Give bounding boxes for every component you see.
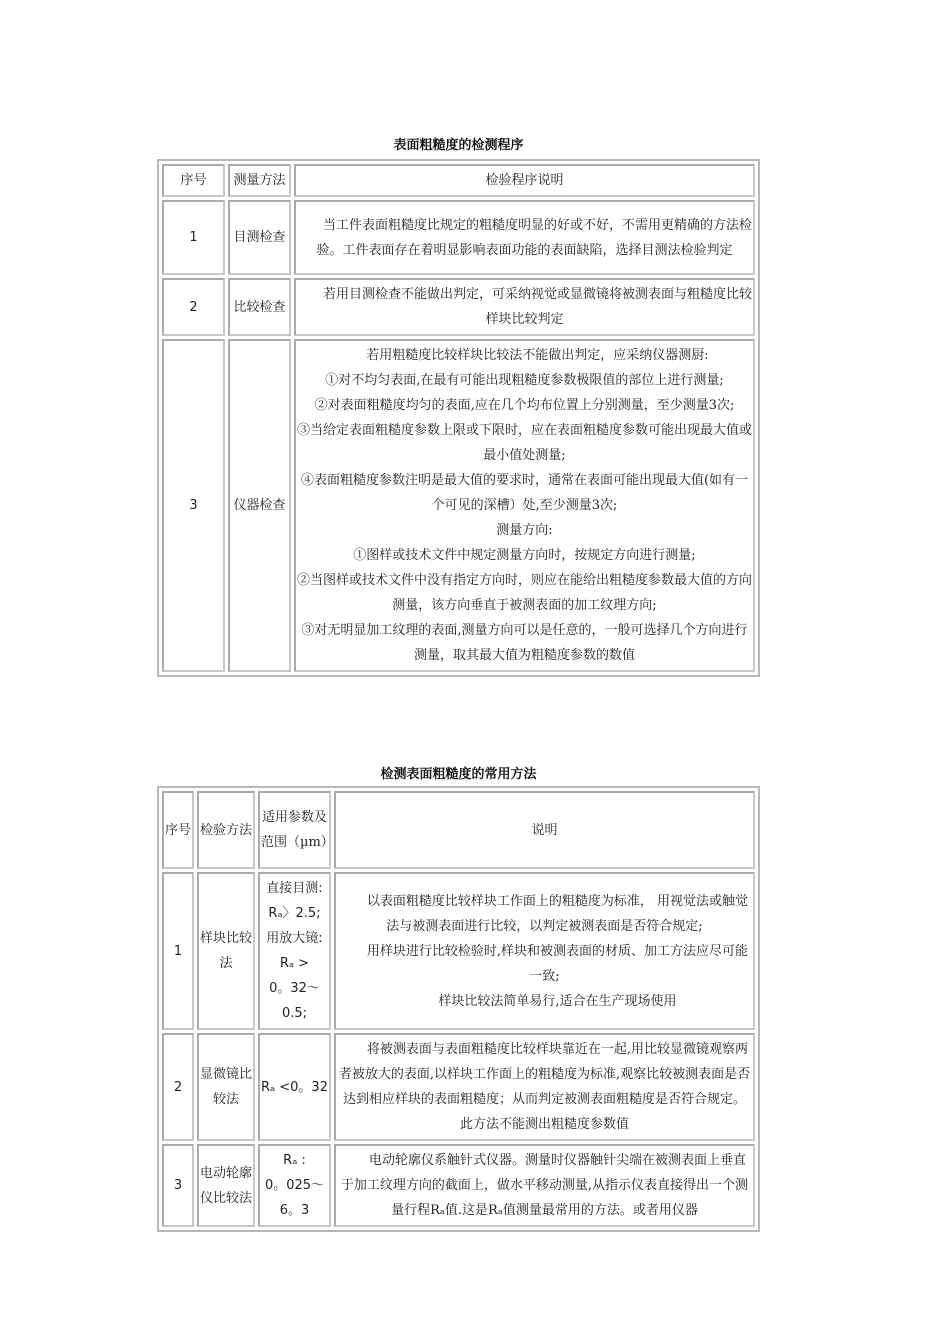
row-range xyxy=(258,1033,331,1141)
table-row xyxy=(162,1033,755,1141)
description-line: 测量方向: xyxy=(496,523,553,538)
range-line: Rₐ〉2.5; xyxy=(268,906,321,921)
description-line: ①图样或技术文件中规定测量方向时，按规定方向进行测量; xyxy=(353,548,696,563)
row-description xyxy=(334,1144,755,1227)
header-no: 序号 xyxy=(162,791,194,869)
description-line: ④表面粗糙度参数注明是最大值的要求时，通常在表面可能出现最大值(如有一个可见的深槽）处,至少测量3次; xyxy=(300,473,749,513)
description-line: 若用目测检查不能做出判定，可采纳视觉或显微镜将被测表面与粗糙度比较样块比较判定 xyxy=(323,287,753,327)
row-number: 2 xyxy=(162,1033,194,1141)
range-line: 6。3 xyxy=(279,1203,310,1218)
range-line: Rₐ > xyxy=(279,956,310,971)
table-row xyxy=(162,200,755,275)
row-method: 样块比较法 xyxy=(197,872,255,1030)
description-line: ③对无明显加工纹理的表面,测量方向可以是任意的，一般可选择几个方向进行测量，取其最大值为粗糙度参数的数值 xyxy=(301,623,748,663)
range-line: 0.5; xyxy=(281,1006,308,1021)
description-line: ②对表面粗糙度均匀的表面,应在几个均布位置上分别测量，至少测量3次; xyxy=(314,398,735,413)
description-line: 用样块进行比较检验时,样块和被测表面的材质、加工方法应尽可能一致; xyxy=(366,943,749,984)
common-methods-table xyxy=(157,786,760,1232)
row-method: 电动轮廓仪比较法 xyxy=(197,1144,255,1227)
header-description: 说明 xyxy=(334,791,755,869)
description-line: 将被测表面与表面粗糙度比较样块靠近在一起,用比较显微镜观察两者被放大的表面,以样块工作面上的粗糙度为标准,观察比较被测表面是否达到相应样块的表面粗糙度；从而判定被测表面粗糙度是否符合规定。此方法不能测出粗糙度参数值 xyxy=(338,1042,751,1132)
table-header-row xyxy=(162,164,755,197)
table2-title: 检测表面粗糙度的常用方法 xyxy=(380,767,537,782)
row-range xyxy=(258,872,331,1030)
table-row xyxy=(162,339,755,672)
table-row xyxy=(162,872,755,1030)
table-header-row xyxy=(162,791,755,869)
description-line: 样块比较法简单易行,适合在生产现场使用 xyxy=(438,993,677,1009)
inspection-procedure-table xyxy=(157,159,760,677)
row-number: 1 xyxy=(162,872,194,1030)
row-description xyxy=(334,872,755,1030)
description-line: ②当图样或技术文件中没有指定方向时，则应在能给出粗糙度参数最大值的方向测量，该方向垂直于被测表面的加工纹理方向; xyxy=(297,573,753,613)
row-description xyxy=(294,339,755,672)
header-range: 适用参数及范围（µm） xyxy=(258,791,331,869)
row-description xyxy=(334,1033,755,1141)
header-method: 测量方法 xyxy=(228,164,291,197)
row-number: 3 xyxy=(162,339,225,672)
row-number: 2 xyxy=(162,278,225,336)
range-line: 用放大镜: xyxy=(266,931,323,946)
description-line: 电动轮廓仪系触针式仪器。测量时仪器触针尖端在被测表面上垂直于加工纹理方向的截面上，做水平移动测量,从指示仪表直接得出一个测量行程Rₐ值.这是Rₐ值测量最常用的方法。或者用仪器 xyxy=(340,1153,749,1218)
header-no: 序号 xyxy=(162,164,225,197)
row-description xyxy=(294,200,755,275)
header-description: 检验程序说明 xyxy=(294,164,755,197)
range-line: 0。32～ xyxy=(269,981,320,996)
row-method: 目测检查 xyxy=(228,200,291,275)
range-line: Rₐ <0。32 xyxy=(261,1079,328,1095)
row-number: 1 xyxy=(162,200,225,275)
row-number: 3 xyxy=(162,1144,194,1227)
table1-title: 表面粗糙度的检测程序 xyxy=(393,138,524,153)
range-line: Rₐ : xyxy=(283,1153,306,1168)
row-description xyxy=(294,278,755,336)
row-method: 比较检查 xyxy=(228,278,291,336)
header-method: 检验方法 xyxy=(197,791,255,869)
description-line: ③当给定表面粗糙度参数上限或下限时，应在表面粗糙度参数可能出现最大值或最小值处测量; xyxy=(297,423,753,463)
row-range xyxy=(258,1144,331,1227)
range-line: 0。025～ xyxy=(264,1178,325,1193)
description-line: 当工件表面粗糙度比规定的粗糙度明显的好或不好，不需用更精确的方法检验。工件表面存在着明显影响表面功能的表面缺陷，选择目测法检验判定 xyxy=(316,217,753,258)
description-line: 以表面粗糙度比较样块工作面上的粗糙度为标准， 用视觉法或触觉法与被测表面进行比较，以判定被测表面是否符合规定; xyxy=(366,893,749,934)
range-line: 直接目测: xyxy=(266,881,323,896)
table-row xyxy=(162,1144,755,1227)
description-line: 若用粗糙度比较样块比较法不能做出判定，应采纳仪器测厨: xyxy=(366,348,709,363)
table-row xyxy=(162,278,755,336)
description-line: ①对不均匀表面,在最有可能出现粗糙度参数极限值的部位上进行测量; xyxy=(325,373,724,388)
row-method: 仪器检查 xyxy=(228,339,291,672)
row-method: 显微镜比较法 xyxy=(197,1033,255,1141)
